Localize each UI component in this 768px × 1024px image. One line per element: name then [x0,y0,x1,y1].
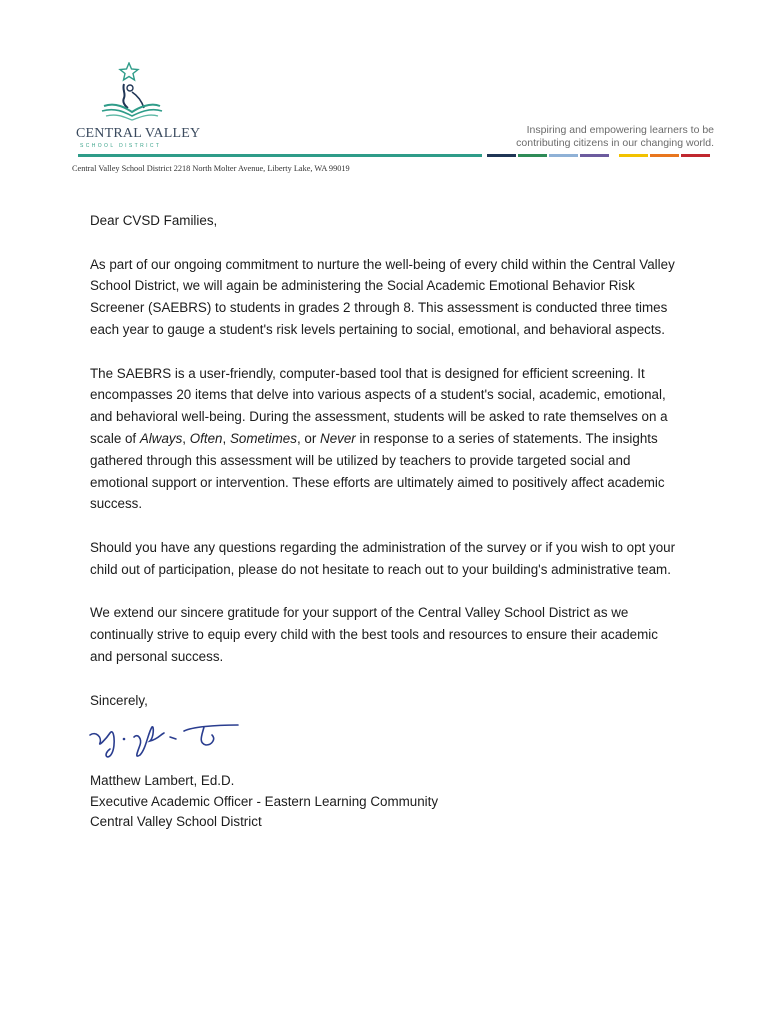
scale-never: Never [320,430,356,446]
scale-often: Often [189,430,223,446]
scale-separator-3: , or [296,430,321,446]
district-address: Central Valley School District 2218 North Molter Avenue, Liberty Lake, WA 99019 [72,164,350,173]
signer-name: Matthew Lambert, Ed.D. [90,773,235,789]
scale-separator-1: , [182,430,190,446]
tagline-line-2: contributing citizens in our changing world. [516,137,714,149]
header-rule-segment-purple [580,154,609,157]
header-rule-segment-green [518,154,547,157]
signer-title: Executive Academic Officer - Eastern Learning Community [90,793,439,809]
header-rule-segment-light-blue [549,154,578,157]
scale-always: Always [139,430,183,446]
letterhead [0,0,768,180]
signer-organization: Central Valley School District [90,814,262,830]
paragraph-2-text-b: in response to a series of statements. The insights gathered through this assessment will be utilized by teachers to provide targeted social and emotional support or intervention. These efforts are ultimately aimed to positively affect academic success. [90,430,665,512]
header-rule-segment-yellow [619,154,648,157]
star-child-logo-icon [72,62,192,128]
paragraph-3: Should you have any questions regarding the administration of the survey or if you wish to opt your child out of participation, please do not hesitate to reach out to your building's administrative team. [90,539,676,577]
scale-sometimes: Sometimes [229,430,297,446]
tagline-line-1: Inspiring and empowering learners to be [526,124,714,136]
paragraph-4: We extend our sincere gratitude for your support of the Central Valley School District as we continually strive to equip every child with the best tools and resources to ensure their academic and personal success. [90,605,658,664]
district-logo [72,62,201,154]
letter-body [90,210,682,833]
handwritten-signature [88,715,258,763]
closing: Sincerely, [90,692,148,708]
paragraph-2-text-a: The SAEBRS is a user-friendly, computer-based tool that is designed for efficient screening. It encompasses 20 items that delve into various aspects of a student's social, academic, emotional, and behavioral well-being. During the assessment, students will be asked to rate themselves on a scale of [90,365,668,446]
paragraph-1: As part of our ongoing commitment to nurture the well-being of every child within the Central Valley School District, we will again be administering the Social Academic Emotional Behavior Risk Screener (SAEBRS) to students in grades 2 through 8. This assessment is conducted three times each year to gauge a student's risk levels pertaining to social, emotional, and behavioral aspects. [90,256,675,337]
paragraph-2 [90,363,682,516]
salutation: Dear CVSD Families, [90,213,218,228]
signature-block [90,771,682,833]
logo-subtitle: SCHOOL DISTRICT [80,143,162,149]
header-rule-segment-red [681,154,710,157]
scale-separator-2: , [222,430,230,446]
header-rule-segment-orange [650,154,679,157]
header-rule [78,154,482,157]
district-tagline [434,124,714,150]
header-rule-segment-navy [487,154,516,157]
logo-wordmark: CENTRAL VALLEY [76,126,201,141]
